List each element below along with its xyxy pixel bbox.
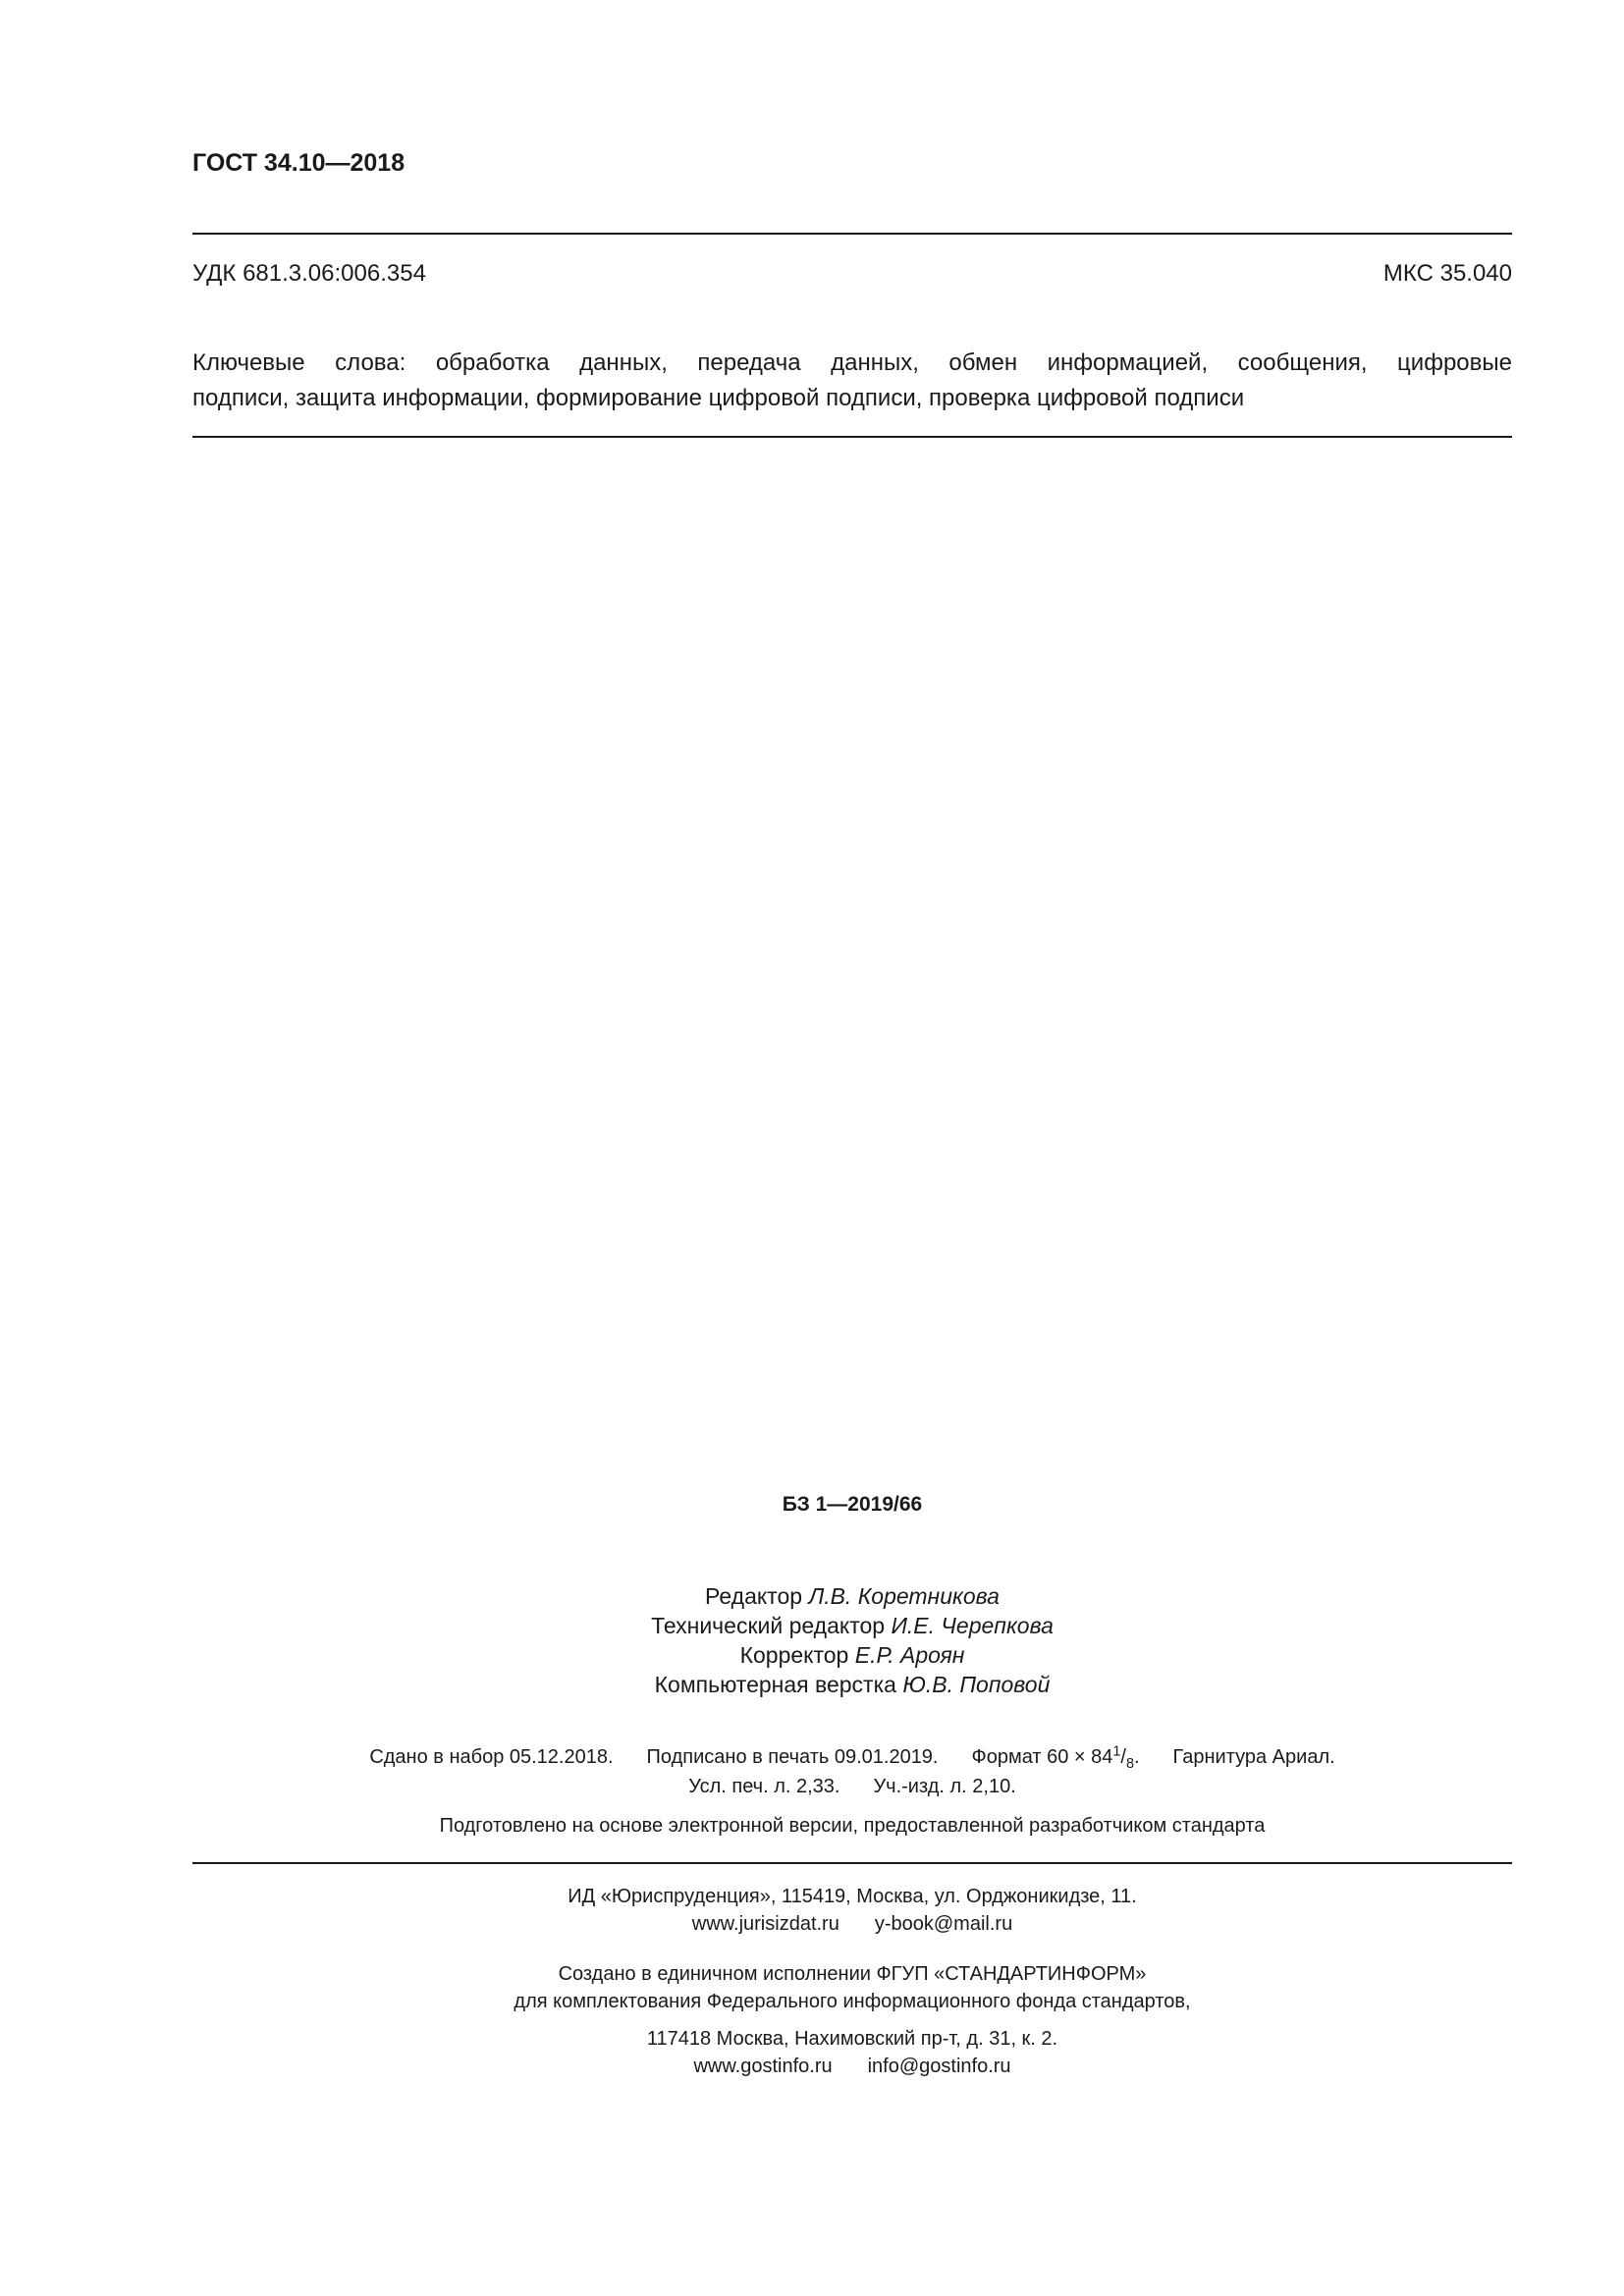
imprint-divider [192,1862,1512,1864]
keywords-line-1: Ключевые слова: обработка данных, передача данных, обмен информацией, сообщения, цифровые [192,349,1512,376]
credit-person: Е.Р. Ароян [854,1642,965,1668]
publisher-block [192,1883,1512,1938]
credit-person: Ю.В. Поповой [902,1672,1051,1697]
credit-proofreader [192,1640,1512,1670]
typeset-date: Сдано в набор 05.12.2018. [369,1746,614,1768]
credit-person: Л.В. Коретникова [808,1583,1000,1609]
format-suffix: . [1133,1746,1140,1768]
pub-sheets: Уч.-изд. л. 2,10. [873,1776,1016,1797]
credit-layout [192,1670,1512,1699]
keywords-divider [192,436,1512,438]
header-divider [192,233,1512,235]
prepared-note: Подготовлено на основе электронной версии, предоставленной разработчиком стандарта [439,1815,1266,1837]
creator-block [192,1960,1512,2080]
credit-person: И.Е. Черепкова [891,1613,1054,1638]
credit-editor [192,1581,1512,1611]
publisher-email: y-book@mail.ru [874,1913,1013,1935]
credit-role: Корректор [739,1642,849,1668]
creator-address: 117418 Москва, Нахимовский пр-т, д. 31, к. 2. [646,2028,1058,2050]
print-details-line-2 [192,1772,1512,1801]
print-sheets: Усл. печ. л. 2,33. [688,1776,840,1797]
creator-line-1: Создано в единичном исполнении ФГУП «СТАНДАРТИНФОРМ» [558,1963,1147,1985]
format-prefix: Формат 60 × 84 [971,1746,1113,1768]
publisher-line: ИД «Юриспруденция», 115419, Москва, ул. Орджоникидзе, 11. [568,1886,1137,1907]
typeface: Гарнитура Ариал. [1172,1746,1335,1768]
page-header-standard-id: ГОСТ 34.10—2018 [192,149,406,177]
keywords-block [192,346,1512,416]
credit-role: Редактор [705,1583,803,1609]
creator-site: www.gostinfo.ru [693,2056,833,2077]
udc-code: УДК 681.3.06:006.354 [192,260,426,287]
credit-role: Компьютерная верстка [654,1672,896,1697]
format-sub: 8 [1125,1756,1134,1772]
creator-email: info@gostinfo.ru [867,2056,1011,2077]
print-format: Формат $60 \times 84^1/_8$. [971,1743,1140,1772]
creator-line-2: для комплектования Федерального информационного фонда стандартов, [514,1991,1191,2012]
signed-date: Подписано в печать 09.01.2019. [646,1746,939,1768]
format-sup: 1 [1112,1743,1121,1760]
keywords-line-2: подписи, защита информации, формирование цифровой подписи, проверка цифровой подписи [192,385,1245,411]
credits-block [192,1581,1512,1699]
credit-role: Технический редактор [651,1613,886,1638]
credit-tech-editor [192,1611,1512,1640]
creator-contacts [192,2053,1512,2080]
print-details [192,1742,1512,1801]
publisher-site: www.jurisizdat.ru [691,1913,839,1935]
print-details-line-1 [192,1742,1512,1772]
ics-code: МКС 35.040 [1382,260,1512,287]
bz-number: БЗ 1—2019/66 [782,1493,923,1516]
publisher-contacts [192,1910,1512,1938]
